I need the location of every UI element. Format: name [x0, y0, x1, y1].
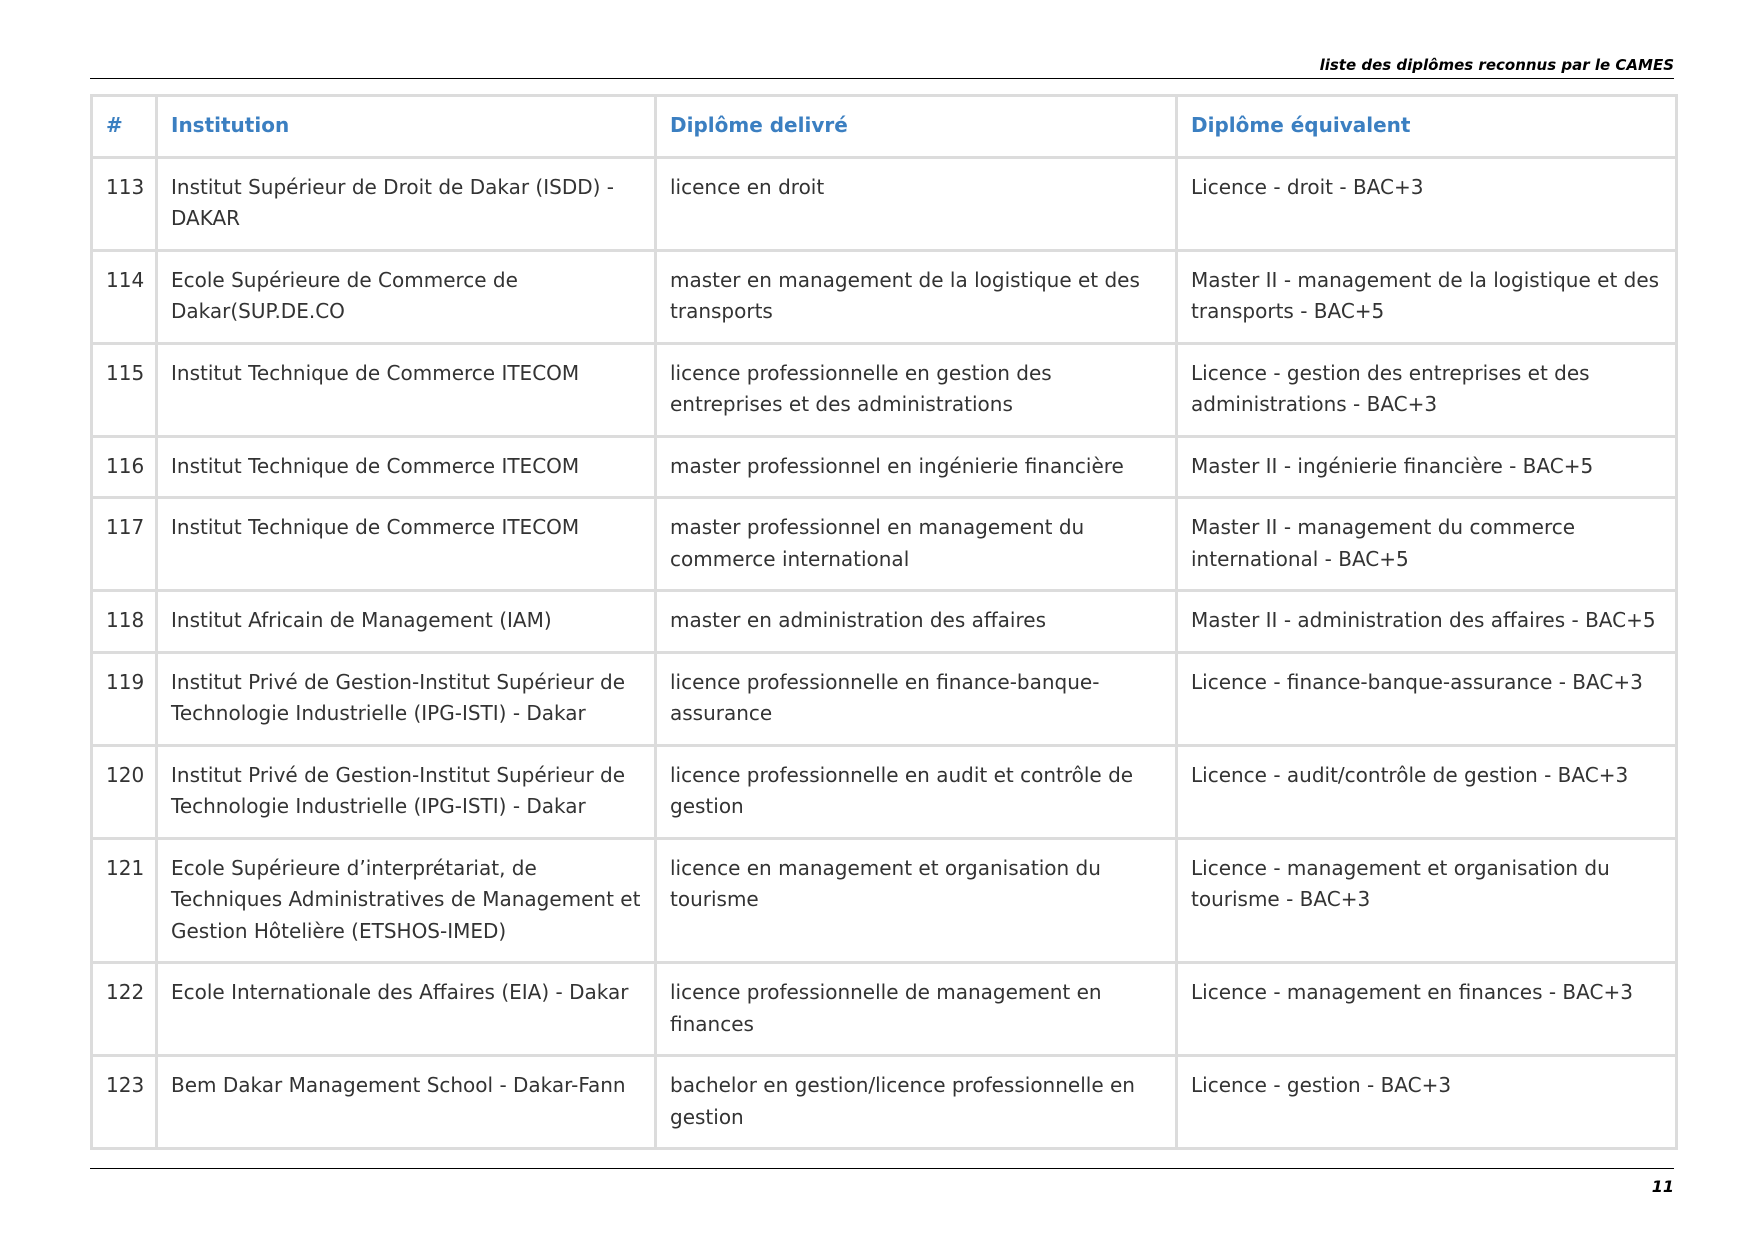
table-row — [92, 1056, 1677, 1149]
column-header-diploma-delivered: Diplôme delivré — [656, 96, 1177, 158]
institution-cell: Ecole Supérieure de Commerce de Dakar(SUP.DE.CO — [157, 250, 656, 343]
row-number: 116 — [92, 436, 157, 498]
diploma-equivalent-cell: Licence - droit - BAC+3 — [1177, 157, 1677, 250]
row-number: 117 — [92, 498, 157, 591]
institution-cell: Institut Technique de Commerce ITECOM — [157, 343, 656, 436]
page-footer — [90, 1168, 1674, 1196]
row-number: 113 — [92, 157, 157, 250]
diploma-delivered-cell: licence professionnelle en finance-banque-assurance — [656, 652, 1177, 745]
diploma-delivered-cell: licence en droit — [656, 157, 1177, 250]
institution-cell: Ecole Supérieure d’interprétariat, de Techniques Administratives de Management et Gestion Hôtelière (ETSHOS-IMED) — [157, 838, 656, 963]
row-number: 120 — [92, 745, 157, 838]
diploma-delivered-cell: master en management de la logistique et des transports — [656, 250, 1177, 343]
diploma-equivalent-cell: Licence - management en finances - BAC+3 — [1177, 963, 1677, 1056]
row-number: 123 — [92, 1056, 157, 1149]
diploma-delivered-cell: bachelor en gestion/licence professionnelle en gestion — [656, 1056, 1177, 1149]
table-row — [92, 591, 1677, 653]
table-row — [92, 343, 1677, 436]
page-header — [90, 52, 1674, 79]
table-row — [92, 652, 1677, 745]
table-header-row — [92, 96, 1677, 158]
column-header-diploma-equivalent: Diplôme équivalent — [1177, 96, 1677, 158]
diploma-equivalent-cell: Licence - management et organisation du tourisme - BAC+3 — [1177, 838, 1677, 963]
institution-cell: Institut Technique de Commerce ITECOM — [157, 436, 656, 498]
institution-cell: Institut Privé de Gestion-Institut Supérieur de Technologie Industrielle (IPG-ISTI) - Dakar — [157, 652, 656, 745]
row-number: 114 — [92, 250, 157, 343]
institution-cell: Institut Privé de Gestion-Institut Supérieur de Technologie Industrielle (IPG-ISTI) - Dakar — [157, 745, 656, 838]
diploma-delivered-cell: licence en management et organisation du tourisme — [656, 838, 1177, 963]
institution-cell: Institut Africain de Management (IAM) — [157, 591, 656, 653]
institution-cell: Institut Supérieur de Droit de Dakar (ISDD) - DAKAR — [157, 157, 656, 250]
diploma-delivered-cell: master professionnel en ingénierie financière — [656, 436, 1177, 498]
diploma-equivalent-cell: Master II - management de la logistique et des transports - BAC+5 — [1177, 250, 1677, 343]
row-number: 122 — [92, 963, 157, 1056]
diploma-equivalent-cell: Master II - ingénierie financière - BAC+5 — [1177, 436, 1677, 498]
diploma-equivalent-cell: Licence - gestion des entreprises et des administrations - BAC+3 — [1177, 343, 1677, 436]
diplomas-table — [90, 94, 1678, 1150]
table-row — [92, 745, 1677, 838]
table-row — [92, 250, 1677, 343]
diploma-equivalent-cell: Licence - gestion - BAC+3 — [1177, 1056, 1677, 1149]
table-row — [92, 963, 1677, 1056]
row-number: 115 — [92, 343, 157, 436]
institution-cell: Institut Technique de Commerce ITECOM — [157, 498, 656, 591]
row-number: 118 — [92, 591, 157, 653]
table-row — [92, 838, 1677, 963]
institution-cell: Bem Dakar Management School - Dakar-Fann — [157, 1056, 656, 1149]
diploma-delivered-cell: licence professionnelle en gestion des entreprises et des administrations — [656, 343, 1177, 436]
institution-cell: Ecole Internationale des Affaires (EIA) - Dakar — [157, 963, 656, 1056]
diploma-delivered-cell: master en administration des affaires — [656, 591, 1177, 653]
diploma-delivered-cell: master professionnel en management du commerce international — [656, 498, 1177, 591]
table-row — [92, 498, 1677, 591]
table-row — [92, 157, 1677, 250]
diploma-delivered-cell: licence professionnelle en audit et contrôle de gestion — [656, 745, 1177, 838]
column-header-institution: Institution — [157, 96, 656, 158]
row-number: 121 — [92, 838, 157, 963]
diploma-equivalent-cell: Licence - audit/contrôle de gestion - BAC+3 — [1177, 745, 1677, 838]
diploma-equivalent-cell: Master II - management du commerce international - BAC+5 — [1177, 498, 1677, 591]
row-number: 119 — [92, 652, 157, 745]
table-row — [92, 436, 1677, 498]
page-number: 11 — [1651, 1177, 1674, 1196]
column-header-number: # — [92, 96, 157, 158]
document-title: liste des diplômes reconnus par le CAMES — [1319, 56, 1674, 74]
diploma-equivalent-cell: Master II - administration des affaires - BAC+5 — [1177, 591, 1677, 653]
diploma-equivalent-cell: Licence - finance-banque-assurance - BAC+3 — [1177, 652, 1677, 745]
diploma-delivered-cell: licence professionnelle de management en finances — [656, 963, 1177, 1056]
